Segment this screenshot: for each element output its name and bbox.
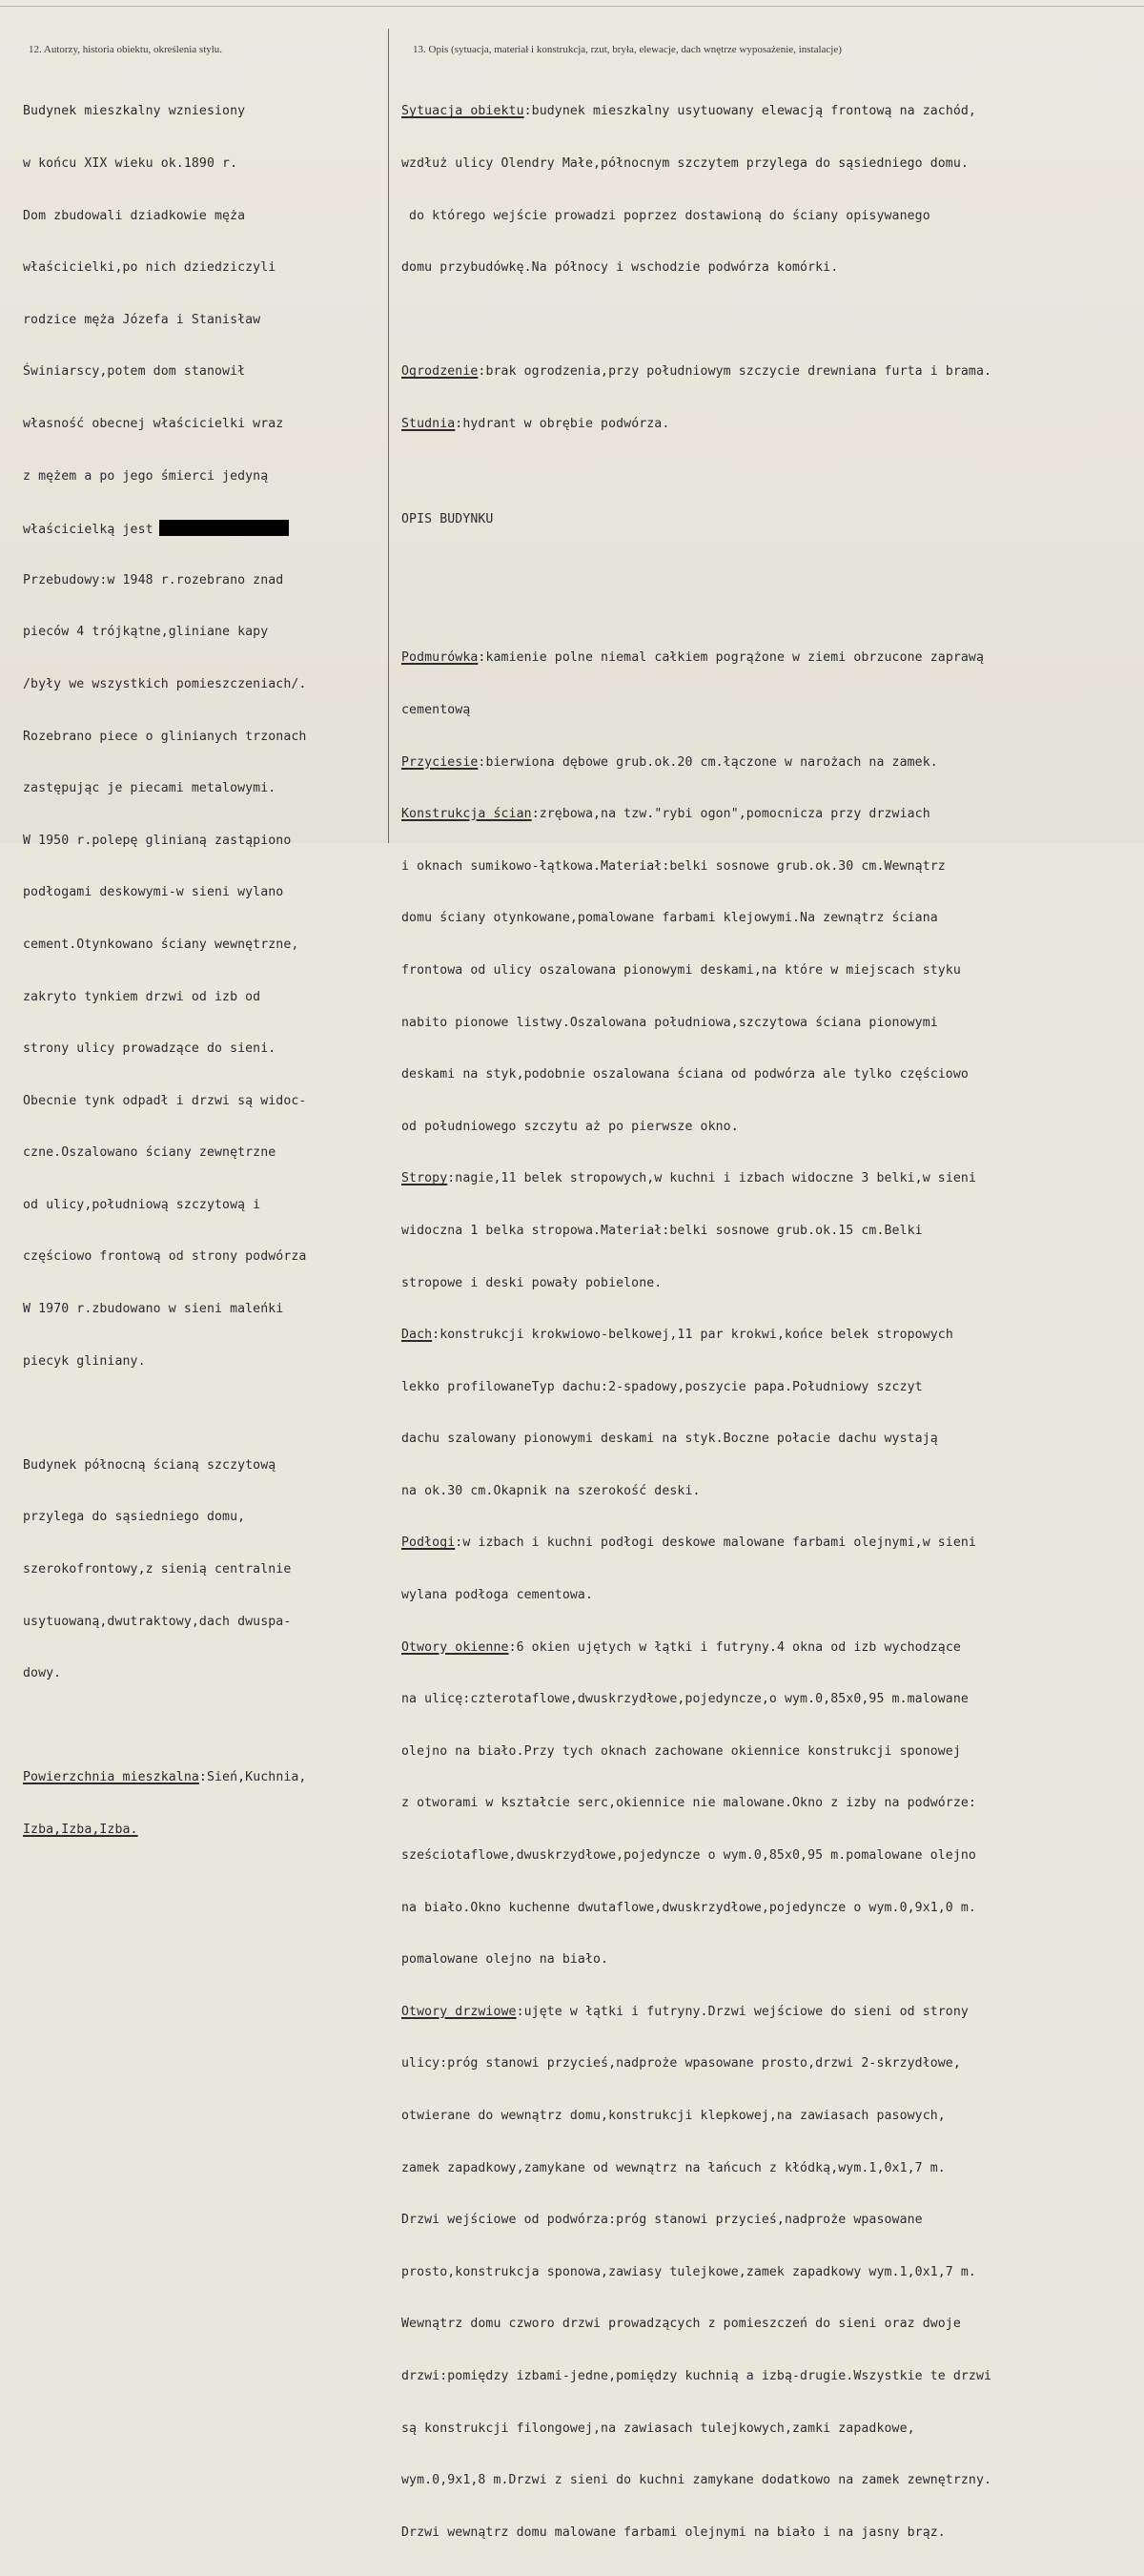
doors-text: :ujęte w łątki i futryny.Drzwi wejściowe do sieni od strony	[516, 2004, 969, 2019]
windows-line: pomalowane olejno na biało.	[401, 1952, 609, 1968]
layout-line: dowy.	[23, 1666, 62, 1681]
history-line: rodzice męża Józefa i Stanisław	[23, 312, 261, 327]
history-line: Dom zbudowali dziadkowie męża	[23, 208, 246, 223]
ceiling-label: Stropy	[401, 1171, 448, 1186]
history-line: W 1970 r.zbudowano w sieni maleńki	[23, 1302, 284, 1317]
doors-line: zamek zapadkowy,zamykane od wewnątrz na łańcuch z kłódką,wym.1,0x1,7 m.	[401, 2160, 946, 2175]
foundation-line-2: cementową	[401, 702, 471, 717]
windows-line: olejno na biało.Przy tych oknach zachowane okiennice konstrukcji sponowej	[401, 1743, 961, 1759]
ceiling-text: :nagie,11 belek stropowych,w kuchni i izbach widoczne 3 belki,w sieni	[447, 1171, 976, 1186]
ceiling-line: widoczna 1 belka stropowa.Materiał:belki sosnowe grub.ok.15 cm.Belki	[401, 1223, 923, 1238]
history-line: /były we wszystkich pomieszczeniach/.	[23, 676, 307, 691]
redaction-bar	[159, 520, 289, 536]
situation-text: :budynek mieszkalny usytuowany elewacją frontową na zachód,	[523, 104, 976, 119]
doors-line: otwierane do wewnątrz domu,konstrukcji klepkowej,na zawiasach pasowych,	[401, 2109, 946, 2123]
walls-line: nabito pionowe listwy.Oszalowana południowa,szczytowa ściana pionowymi	[401, 1015, 938, 1030]
fence-line	[401, 363, 1141, 381]
roof-line	[401, 1327, 1141, 1344]
walls-line: deskami na styk,podobnie oszalowana ściana od podwórza ale tylko częściowo	[401, 1067, 969, 1082]
sill-text: :bierwiona dębowe grub.ok.20 cm.łączone w narożach na zamek.	[478, 754, 938, 770]
windows-line	[401, 1639, 1141, 1657]
history-line: pieców 4 trójkątne,gliniane kapy	[23, 625, 269, 640]
history-line: Przebudowy:w 1948 r.rozebrano znad	[23, 572, 284, 587]
situation-line: wzdłuż ulicy Olendry Małe,północnym szczytem przylega do sąsiedniego domu.	[401, 156, 969, 171]
history-line: Świniarscy,potem dom stanowił	[23, 364, 246, 380]
floors-line: wylana podłoga cementowa.	[401, 1588, 593, 1603]
section-title: OPIS BUDYNKU	[401, 511, 494, 526]
well-label: Studnia	[401, 416, 456, 431]
well-line	[401, 416, 1141, 433]
area-rooms: Izba,Izba,Izba.	[23, 1823, 138, 1837]
windows-line: z otworami w kształcie serc,okiennice nie malowane.Okno z izby na podwórze:	[401, 1796, 976, 1811]
windows-line: na ulicę:czterotaflowe,dwuskrzydłowe,pojedyncze,o wym.0,85x0,95 m.malowane	[401, 1692, 969, 1707]
walls-line: frontowa od ulicy oszalowana pionowymi deskami,na które w miejscach styku	[401, 962, 961, 978]
left-column	[23, 69, 383, 1874]
ceiling-line: stropowe i deski powały pobielone.	[401, 1275, 663, 1290]
layout-line: Budynek północną ścianą szczytową	[23, 1457, 276, 1473]
layout-line: przylega do sąsiedniego domu,	[23, 1510, 246, 1525]
history-line: w końcu XIX wieku ok.1890 r.	[23, 156, 238, 171]
doors-label: Otwory drzwiowe	[401, 2004, 517, 2019]
top-rule	[0, 6, 1144, 7]
walls-line: domu ściany otynkowane,pomalowane farbami klejowymi.Na zewnątrz ściana	[401, 911, 938, 926]
windows-line: na biało.Okno kuchenne dwutaflowe,dwuskrzydłowe,pojedyncze o wym.0,9x1,0 m.	[401, 1900, 976, 1915]
history-line: podłogami deskowymi-w sieni wylano	[23, 885, 284, 900]
situation-label: Sytuacja obiektu	[401, 104, 524, 119]
owner-text: właścicielką jest	[23, 523, 153, 538]
right-column-header: 13. Opis (sytuacja, materiał i konstrukcja, rzut, bryła, elewacje, dach wnętrze wyposażenie, instalacje)	[413, 44, 842, 55]
layout-line: szerokofrontowy,z sienią centralnie	[23, 1562, 292, 1577]
history-line: częściowo frontową od strony podwórza	[23, 1249, 307, 1265]
area-label: Powierzchnia mieszkalna	[23, 1770, 199, 1785]
walls-line	[401, 806, 1141, 823]
roof-label: Dach	[401, 1328, 433, 1343]
fence-label: Ogrodzenie	[401, 364, 479, 380]
windows-line: sześciotaflowe,dwuskrzydłowe,pojedyncze o wym.0,85x0,95 m.pomalowane olejno	[401, 1848, 976, 1864]
doors-line: drzwi:pomiędzy izbami-jedne,pomiędzy kuchnią a izbą-drugie.Wszystkie te drzwi	[401, 2368, 992, 2383]
history-line: czne.Oszalowano ściany zewnętrzne	[23, 1145, 276, 1161]
left-column-header: 12. Autorzy, historia obiektu, określenia stylu.	[29, 44, 223, 55]
doors-line: Drzwi wejściowe od podwórza:próg stanowi przycieś,nadproże wpasowane	[401, 2213, 923, 2228]
area-line	[23, 1769, 383, 1786]
column-divider	[388, 29, 389, 843]
fence-text: :brak ogrodzenia,przy południowym szczycie drewniana furta i brama.	[478, 364, 992, 380]
history-line: właścicielki,po nich dziedziczyli	[23, 260, 276, 276]
foundation-text: :kamienie polne niemal całkiem pogrążone w ziemi obrzucone zaprawą	[478, 650, 985, 666]
doors-line	[401, 2004, 1141, 2021]
foundation-label: Podmurówka	[401, 650, 479, 666]
doors-line: są konstrukcji filongowej,na zawiasach tulejkowych,zamki zapadkowe,	[401, 2421, 915, 2436]
well-text: :hydrant w obrębie podwórza.	[455, 416, 670, 431]
floors-text: :w izbach i kuchni podłogi deskowe malowane farbami olejnymi,w sieni	[455, 1535, 976, 1551]
doors-line: wym.0,9x1,8 m.Drzwi z sieni do kuchni zamykane dodatkowo na zamek zewnętrzny.	[401, 2473, 992, 2488]
windows-text: :6 okien ujętych w łątki i futryny.4 okna od izb wychodzące	[508, 1639, 961, 1655]
roof-line: dachu szalowany pionowymi deskami na styk.Boczne połacie dachu wystają	[401, 1432, 938, 1447]
floors-line	[401, 1535, 1141, 1552]
ceiling-line	[401, 1170, 1141, 1187]
doors-line: Drzwi wewnątrz domu malowane farbami olejnymi na biało i na jasny brąz.	[401, 2524, 946, 2540]
doors-line: ulicy:próg stanowi przycieś,nadproże wpasowane prosto,drzwi 2-skrzydłowe,	[401, 2056, 961, 2071]
roof-text: :konstrukcji krokwiowo-belkowej,11 par krokwi,końce belek stropowych	[432, 1328, 953, 1343]
history-line: piecyk gliniany.	[23, 1353, 146, 1369]
area-text: :Sień,Kuchnia,	[198, 1770, 307, 1785]
roof-line: na ok.30 cm.Okapnik na szerokość deski.	[401, 1483, 701, 1498]
owner-line	[23, 520, 383, 537]
situation-line	[401, 103, 1141, 120]
walls-line: i oknach sumikowo-łątkowa.Materiał:belki sosnowe grub.ok.30 cm.Wewnątrz	[401, 858, 946, 874]
doors-line: prosto,konstrukcja sponowa,zawiasy tulejkowe,zamek zapadkowy wym.1,0x1,7 m.	[401, 2264, 976, 2279]
area-line-2	[23, 1822, 383, 1839]
history-line: Budynek mieszkalny wzniesiony	[23, 104, 246, 119]
windows-label: Otwory okienne	[401, 1639, 509, 1655]
situation-line: domu przybudówkę.Na północy i wschodzie podwórza komórki.	[401, 260, 839, 276]
doors-line: Wewnątrz domu czworo drzwi prowadzących z pomieszczeń do sieni oraz dwoje	[401, 2317, 961, 2332]
history-line: zastępując je piecami metalowymi.	[23, 781, 276, 796]
floors-label: Podłogi	[401, 1535, 456, 1551]
history-line: Obecnie tynk odpadł i drzwi są widoc-	[23, 1093, 307, 1108]
history-line: zakryto tynkiem drzwi od izb od	[23, 989, 261, 1004]
sill-label: Przyciesie	[401, 754, 479, 770]
history-line: cement.Otynkowano ściany wewnętrzne,	[23, 937, 299, 952]
situation-line: do którego wejście prowadzi poprzez dostawioną do ściany opisywanego	[401, 208, 930, 223]
sill-line	[401, 754, 1141, 772]
history-line: strony ulicy prowadzące do sieni.	[23, 1041, 276, 1057]
history-line: własność obecnej właścicielki wraz	[23, 416, 284, 431]
walls-line: od południowego szczytu aż po pierwsze okno.	[401, 1119, 739, 1134]
walls-label: Konstrukcja ścian	[401, 807, 532, 822]
walls-text: :zrębowa,na tzw."rybi ogon",pomocnicza przy drzwiach	[531, 807, 930, 822]
history-line: Rozebrano piece o glinianych trzonach	[23, 729, 307, 744]
foundation-line	[401, 649, 1141, 667]
layout-line: usytuowaną,dwutraktowy,dach dwuspa-	[23, 1614, 292, 1629]
history-line: z mężem a po jego śmierci jedyną	[23, 468, 269, 484]
history-line: W 1950 r.polepę glinianą zastąpiono	[23, 833, 292, 848]
roof-line: lekko profilowaneTyp dachu:2-spadowy,poszycie papa.Południowy szczyt	[401, 1379, 923, 1394]
right-column	[401, 69, 1141, 2576]
history-line: od ulicy,południową szczytową i	[23, 1197, 261, 1212]
